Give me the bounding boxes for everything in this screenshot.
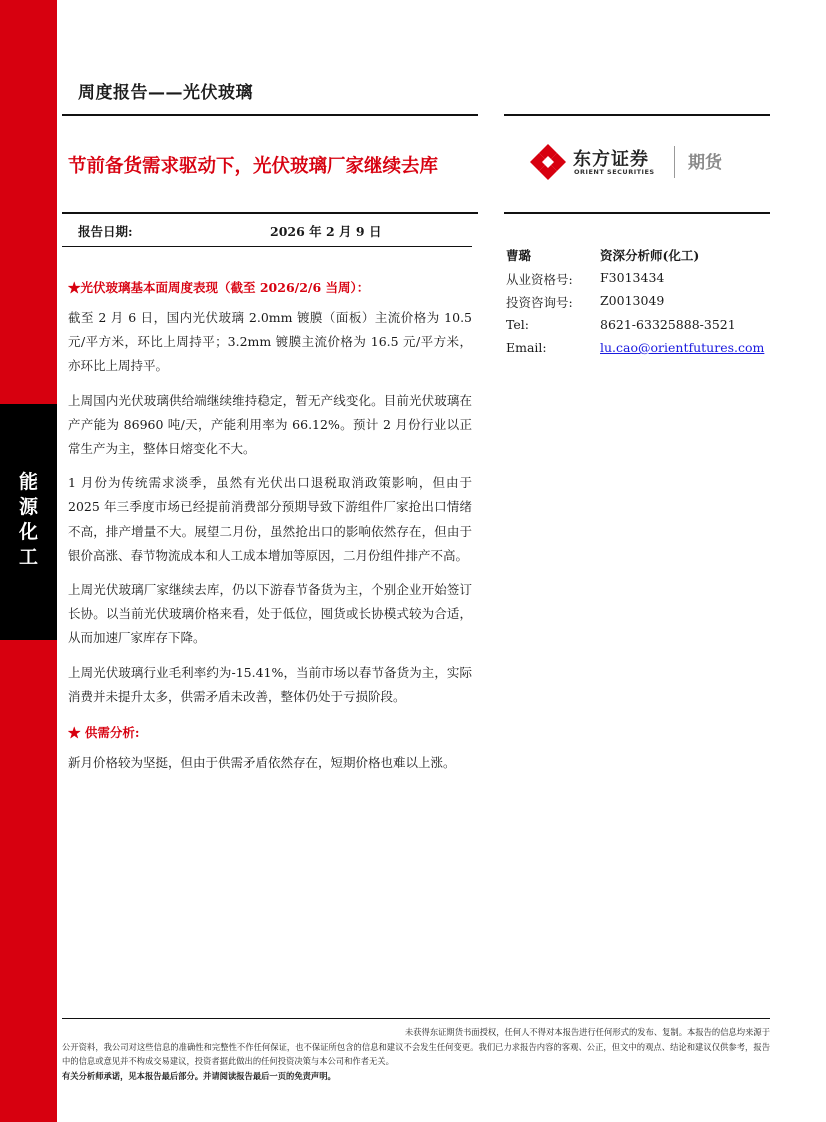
paragraph-supply: 上周国内光伏玻璃供给端继续维持稳定，暂无产线变化。目前光伏玻璃在产产能为 86960 吨/天，产能利用率为 66.12%。预计 2 月份行业以正常生产为主，整体日熔变化不大。	[68, 392, 472, 457]
paragraph-inventory: 上周光伏玻璃厂家继续去库，仍以下游春节备货为主，个别企业开始签订长协。以当前光伏玻璃价格来看，处于低位，囤货或长协模式较为合适，从而加速厂家库存下降。	[68, 582, 472, 646]
paragraph-analysis: 新月价格较为坚挺，但由于供需矛盾依然存在，短期价格也难以上涨。	[68, 755, 456, 771]
disclaimer-analyst-note: 有关分析师承诺，见本报告最后部分。并请阅读报告最后一页的免责声明。	[62, 1070, 336, 1081]
date-rule	[62, 246, 472, 247]
report-headline: 节前备货需求驱动下，光伏玻璃厂家继续去库	[68, 156, 439, 177]
sector-label	[0, 470, 57, 570]
logo-company-cn: 东方证券	[573, 149, 649, 170]
logo-company-en: ORIENT SECURITIES	[574, 168, 655, 176]
analyst-info	[506, 246, 776, 364]
header-rule-right	[504, 114, 770, 116]
title-rule-left	[62, 212, 478, 214]
sector-char: 源	[18, 496, 38, 518]
qualification-label: 从业资格号:	[506, 271, 573, 287]
orient-emblem-icon	[528, 142, 568, 182]
logo-division: 期货	[688, 153, 722, 173]
email-link[interactable]: lu.cao@orientfutures.com	[600, 340, 765, 355]
logo-divider	[674, 146, 675, 178]
sector-char: 工	[18, 546, 38, 568]
sector-char: 能	[18, 471, 38, 493]
section-heading-analysis: ★ 供需分析:	[68, 725, 140, 741]
disclaimer	[62, 1025, 770, 1083]
report-body	[68, 278, 472, 775]
paragraph-demand: 1 月份为传统需求淡季，虽然有光伏出口退税取消政策影响，但由于 2025 年三季度市场已经提前消费部分预期导致下游组件厂家抢出口情绪不高，排产增量不大。展望二月份，虽然抢出口的影响依然存在，但由于银价高涨、春节物流成本和人工成本增加等原因，二月份组件排产不高。	[68, 475, 472, 563]
footer-rule	[62, 1018, 770, 1019]
disclaimer-body: 公开资料，我公司对这些信息的准确性和完整性不作任何保证，也不保证所包含的信息和建议不会发生任何变更。我们已力求报告内容的客观、公正，但文中的观点、结论和建议仅供参考，报告中的信息或意见并不构成交易建议，投资者据此做出的任何投资决策与本公司和作者无关。	[62, 1041, 770, 1066]
analyst-title: 资深分析师(化工)	[600, 248, 700, 263]
email-label: Email:	[506, 340, 547, 355]
paragraph-margin: 上周光伏玻璃行业毛利率约为-15.41%，当前市场以春节备货为主，实际消费并未提升太多，供需矛盾未改善，整体仍处于亏损阶段。	[68, 664, 472, 704]
tel-number: 8621-63325888-3521	[600, 316, 736, 332]
paragraph-price: 截至 2 月 6 日，国内光伏玻璃 2.0mm 镀膜（面板）主流价格为 10.5 元/平方米，环比上周持平；3.2mm 镀膜主流价格为 16.5 元/平方米，亦环比上周持平。	[68, 310, 472, 374]
analyst-name: 曹璐	[506, 248, 532, 263]
report-date-value: 2026 年 2 月 9 日	[270, 224, 382, 239]
qualification-number: F3013434	[600, 269, 665, 285]
advisory-label: 投资咨询号:	[506, 295, 573, 310]
title-rule-right	[504, 212, 770, 214]
report-date-label: 报告日期:	[78, 224, 133, 239]
section-heading-weekly: ★光伏玻璃基本面周度表现（截至 2026/2/6 当周）：	[68, 280, 370, 295]
report-type-title: 周度报告——光伏玻璃	[78, 83, 253, 103]
tel-label: Tel:	[506, 316, 529, 332]
sector-char: 化	[18, 521, 38, 543]
header-rule-left	[62, 114, 478, 116]
advisory-number: Z0013049	[600, 293, 665, 308]
disclaimer-line1: 未获得东证期货书面授权，任何人不得对本报告进行任何形式的发布、复制。本报告的信息均来源于	[404, 1027, 770, 1037]
company-logo	[528, 140, 748, 184]
